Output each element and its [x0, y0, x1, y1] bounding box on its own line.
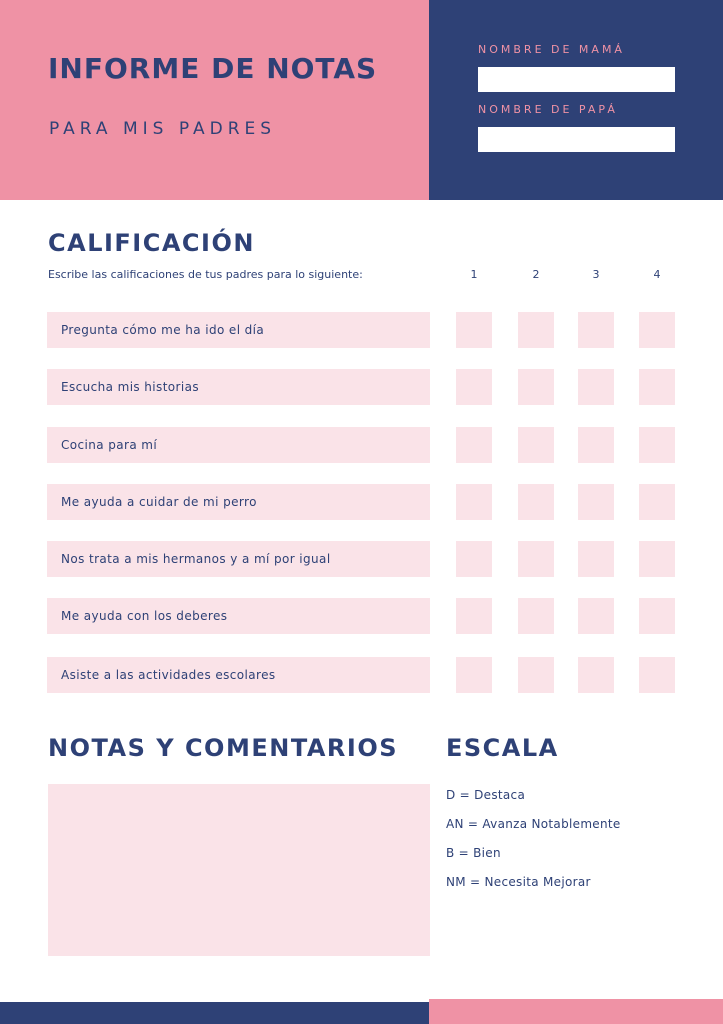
footer-pink-bar [429, 999, 723, 1024]
rating-instruction: Escribe las calificaciones de tus padres para lo siguiente: [48, 268, 363, 281]
rating-column-header-3: 3 [592, 268, 600, 281]
mom-name-field[interactable] [478, 67, 675, 92]
rating-checkbox-3[interactable] [578, 369, 614, 405]
page-title: INFORME DE NOTAS [48, 52, 378, 85]
scale-item-b: B = Bien [446, 846, 501, 860]
footer-navy-bar [0, 1002, 429, 1024]
scale-section-title: ESCALA [446, 734, 559, 762]
rating-section-title: CALIFICACIÓN [48, 229, 255, 257]
mom-name-label: NOMBRE DE MAMÁ [478, 43, 625, 56]
rating-checkbox-4[interactable] [639, 598, 675, 634]
rating-checkbox-3[interactable] [578, 312, 614, 348]
header-pink-panel [0, 0, 429, 200]
rating-checkbox-2[interactable] [518, 427, 554, 463]
rating-column-header-1: 1 [470, 268, 478, 281]
rating-item-label: Pregunta cómo me ha ido el día [47, 312, 430, 348]
rating-checkbox-1[interactable] [456, 484, 492, 520]
rating-checkbox-4[interactable] [639, 541, 675, 577]
rating-column-header-2: 2 [532, 268, 540, 281]
rating-checkbox-4[interactable] [639, 427, 675, 463]
rating-checkbox-2[interactable] [518, 312, 554, 348]
notes-section-title: NOTAS Y COMENTARIOS [48, 734, 399, 762]
rating-checkbox-3[interactable] [578, 657, 614, 693]
rating-checkbox-3[interactable] [578, 598, 614, 634]
notes-textarea[interactable] [48, 784, 430, 956]
rating-checkbox-2[interactable] [518, 541, 554, 577]
scale-item-d: D = Destaca [446, 788, 526, 802]
rating-checkbox-3[interactable] [578, 484, 614, 520]
rating-item-label: Escucha mis historias [47, 369, 430, 405]
rating-checkbox-2[interactable] [518, 657, 554, 693]
rating-checkbox-2[interactable] [518, 369, 554, 405]
page-subtitle: PARA MIS PADRES [49, 119, 277, 139]
rating-checkbox-1[interactable] [456, 369, 492, 405]
rating-item-label: Me ayuda a cuidar de mi perro [47, 484, 430, 520]
rating-item-label: Cocina para mí [47, 427, 430, 463]
rating-checkbox-4[interactable] [639, 657, 675, 693]
dad-name-field[interactable] [478, 127, 675, 152]
scale-item-nm: NM = Necesita Mejorar [446, 875, 591, 889]
rating-column-header-4: 4 [653, 268, 661, 281]
rating-checkbox-2[interactable] [518, 484, 554, 520]
rating-checkbox-3[interactable] [578, 427, 614, 463]
rating-checkbox-1[interactable] [456, 427, 492, 463]
rating-checkbox-1[interactable] [456, 312, 492, 348]
rating-checkbox-1[interactable] [456, 657, 492, 693]
rating-checkbox-4[interactable] [639, 369, 675, 405]
rating-checkbox-4[interactable] [639, 312, 675, 348]
rating-checkbox-2[interactable] [518, 598, 554, 634]
rating-checkbox-4[interactable] [639, 484, 675, 520]
rating-checkbox-3[interactable] [578, 541, 614, 577]
rating-item-label: Nos trata a mis hermanos y a mí por igual [47, 541, 430, 577]
rating-checkbox-1[interactable] [456, 541, 492, 577]
rating-item-label: Me ayuda con los deberes [47, 598, 430, 634]
header-navy-panel [429, 0, 723, 200]
dad-name-label: NOMBRE DE PAPÁ [478, 103, 618, 116]
rating-item-label: Asiste a las actividades escolares [47, 657, 430, 693]
scale-item-an: AN = Avanza Notablemente [446, 817, 621, 831]
rating-checkbox-1[interactable] [456, 598, 492, 634]
